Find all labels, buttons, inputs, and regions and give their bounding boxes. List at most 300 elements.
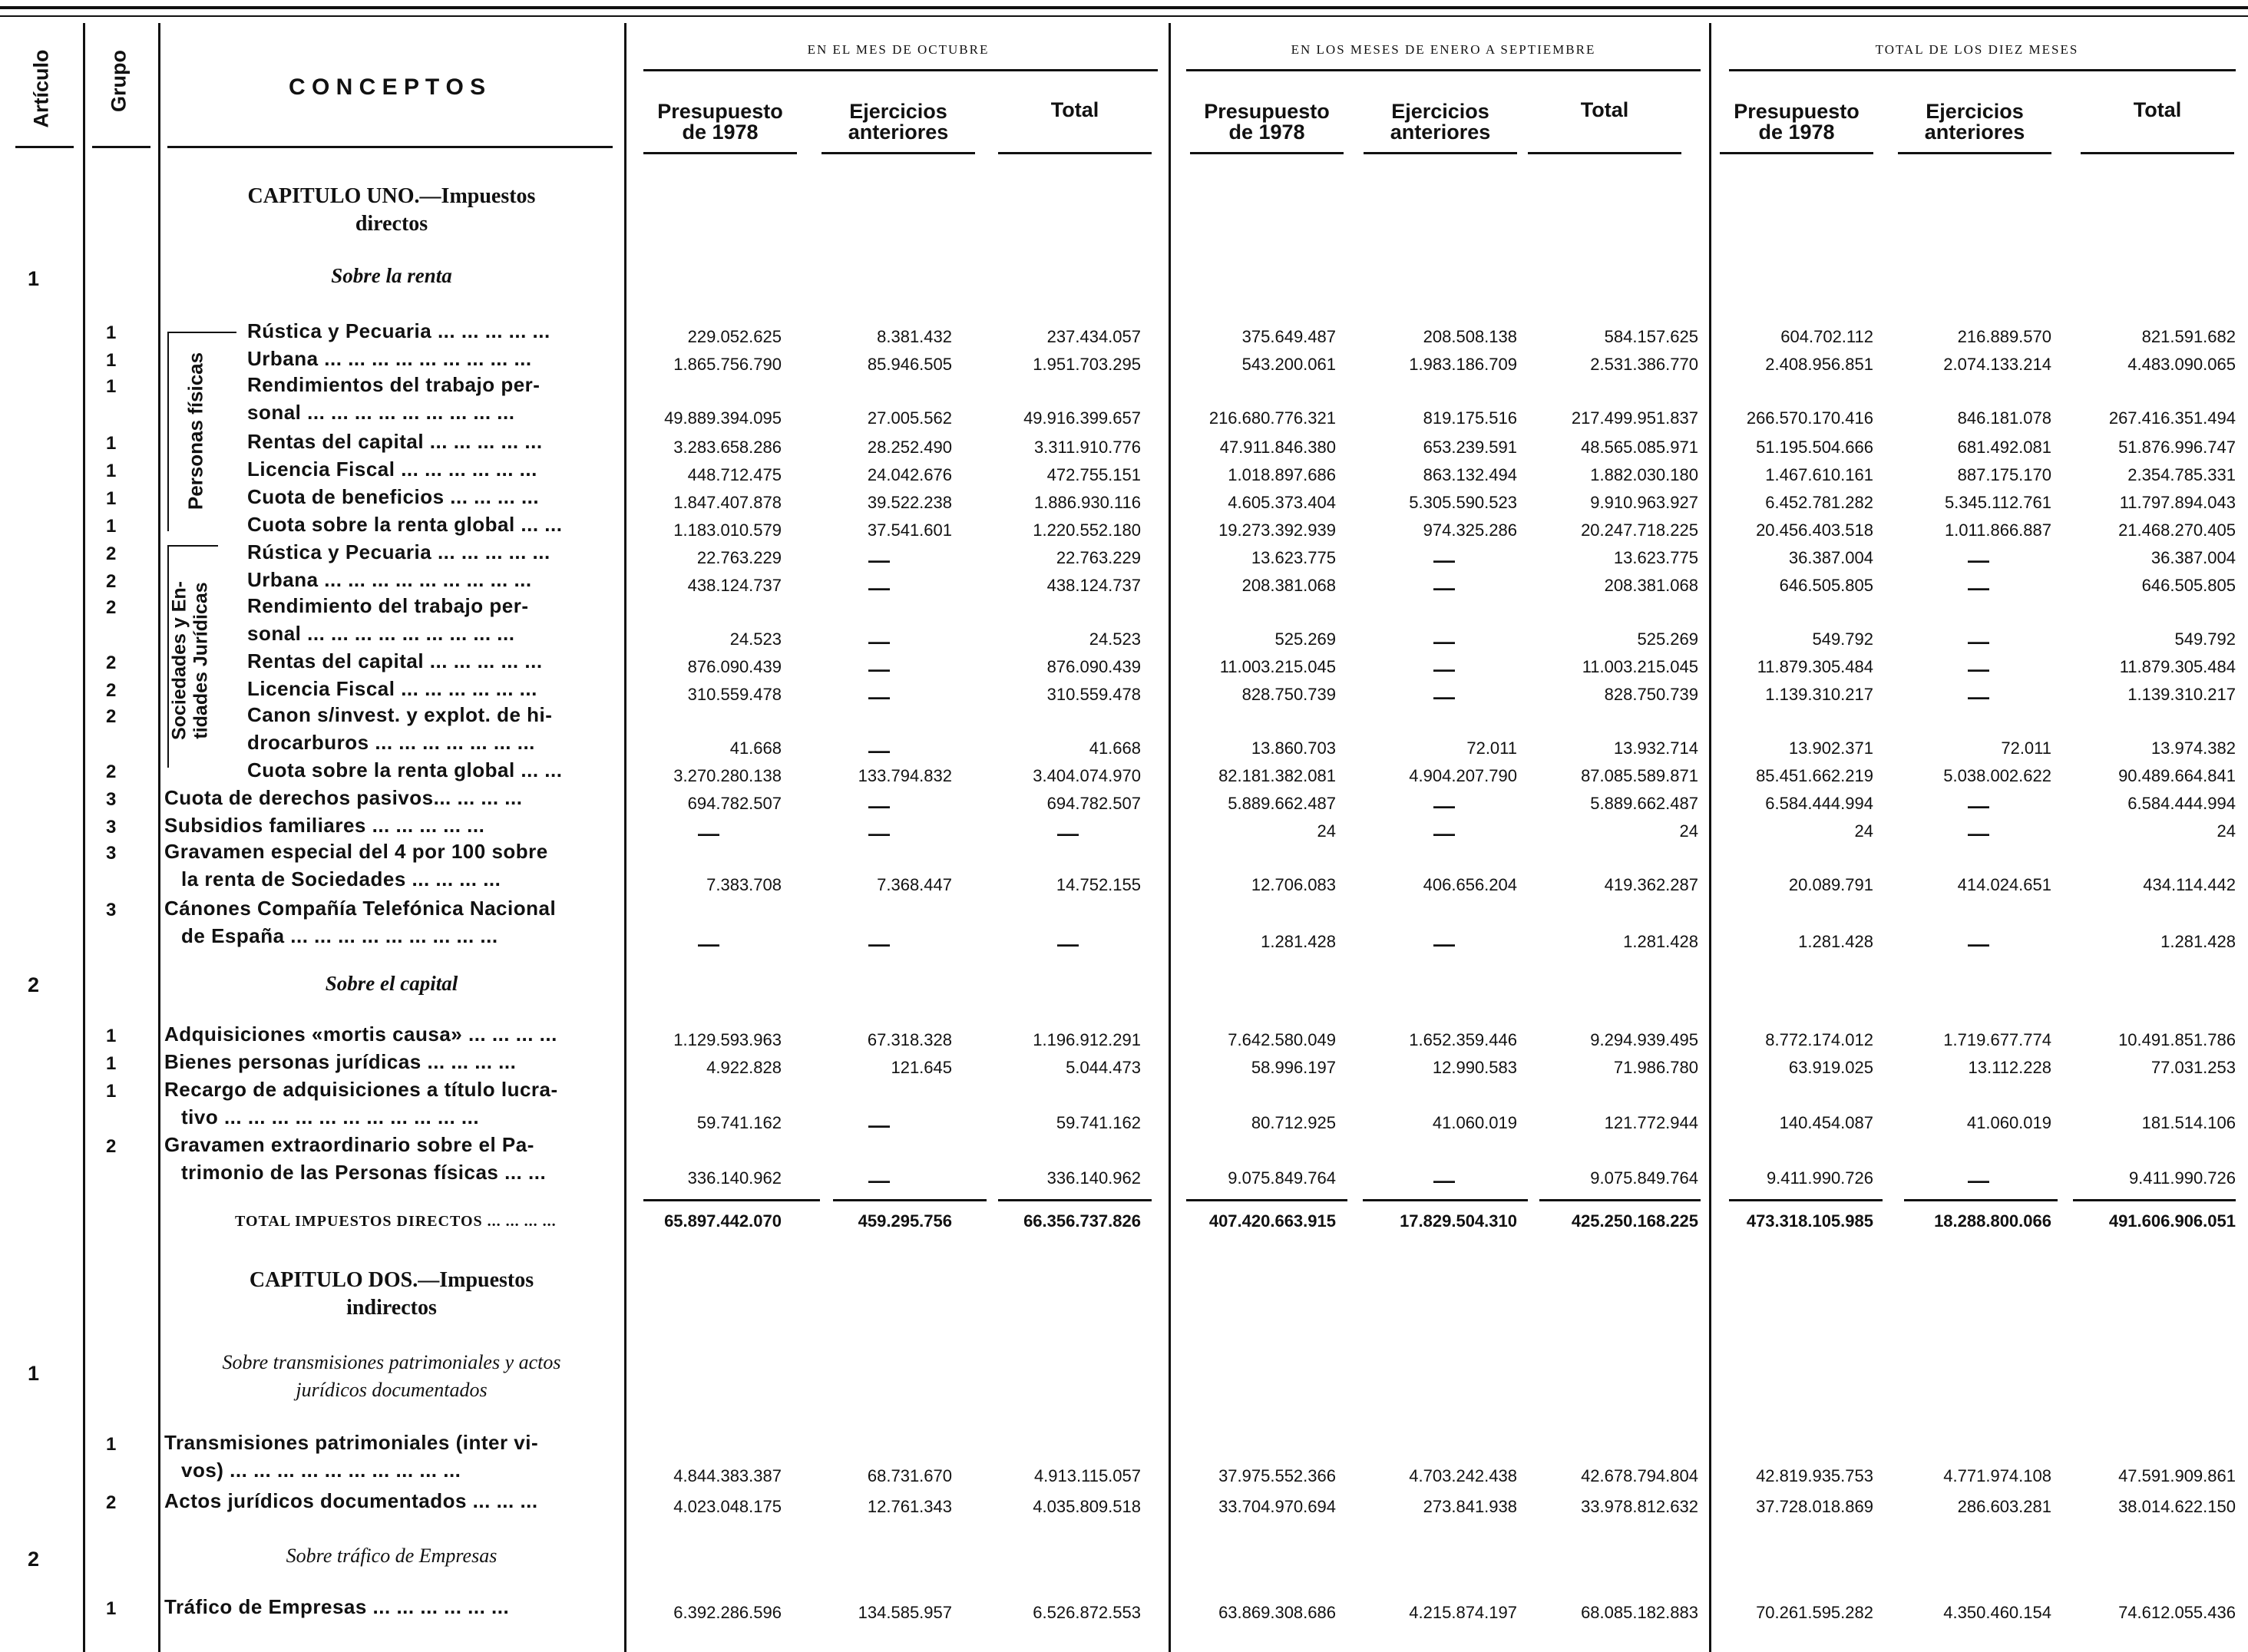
concept-label: Rústica y Pecuaria ... ... ... ... ... (247, 540, 550, 563)
value-cell: 1.220.552.180 (1033, 520, 1141, 540)
value-cell: 21.468.270.405 (2118, 520, 2236, 540)
group-number: 1 (106, 1053, 117, 1074)
articulo-header: Artículo (29, 49, 53, 128)
value-cell: 7.383.708 (706, 875, 782, 894)
value-cell: 653.239.591 (1423, 438, 1517, 457)
value-cell: 87.085.589.871 (1581, 766, 1698, 785)
group-number: 1 (106, 433, 117, 454)
total-value-cell: 473.318.105.985 (1746, 1211, 1873, 1231)
concept-label: Subsidios familiares ... ... ... ... ... (164, 814, 485, 837)
value-cell: 1.129.593.963 (673, 1030, 782, 1049)
column-header-rule (643, 152, 797, 154)
value-cell: 6.584.444.994 (2127, 794, 2236, 813)
value-cell: — (1057, 932, 1079, 956)
value-cell: 310.559.478 (1046, 685, 1141, 704)
value-cell: 51.876.996.747 (2118, 438, 2236, 457)
top-rule-2 (0, 15, 2248, 17)
value-cell: — (868, 685, 890, 709)
group-number: 1 (106, 1434, 117, 1455)
concept-label: la renta de Sociedades ... ... ... ... (181, 867, 501, 890)
col-divider (624, 23, 626, 1652)
value-cell: 72.011 (1466, 738, 1517, 758)
value-cell: 974.325.286 (1423, 520, 1517, 540)
value-cell: 37.541.601 (867, 520, 952, 540)
value-cell: 33.704.970.694 (1218, 1497, 1336, 1516)
value-cell: 828.750.739 (1241, 685, 1336, 704)
concept-label: sonal ... ... ... ... ... ... ... ... ... (247, 401, 515, 424)
value-cell: 414.024.651 (1957, 875, 2051, 894)
concept-label: Licencia Fiscal ... ... ... ... ... ... (247, 458, 537, 481)
value-cell: 1.183.010.579 (673, 520, 782, 540)
value-cell: 72.011 (2001, 738, 2051, 758)
article-number: 2 (28, 1548, 40, 1571)
chapter-two-line1: CAPITULO DOS.—Impuestos (249, 1268, 534, 1292)
value-cell: 85.451.662.219 (1756, 766, 1873, 785)
chapter-one-title (177, 183, 607, 238)
value-cell: 9.910.963.927 (1590, 493, 1698, 512)
value-cell: 2.408.956.851 (1765, 355, 1873, 374)
value-cell: 1.652.359.446 (1409, 1030, 1517, 1049)
value-cell: 217.499.951.837 (1571, 408, 1698, 428)
value-cell: — (868, 794, 890, 818)
column-header-rule (1720, 152, 1873, 154)
bracket-rule (167, 332, 169, 531)
column-header-ejercicios: Ejercicios anteriores (848, 100, 949, 144)
value-cell: 2.531.386.770 (1590, 355, 1698, 374)
total-rule (1729, 1199, 1883, 1201)
value-cell: 1.467.610.161 (1765, 465, 1873, 484)
value-cell: 59.741.162 (696, 1113, 782, 1132)
value-cell: 887.175.170 (1957, 465, 2051, 484)
value-cell: 9.075.849.764 (1228, 1168, 1336, 1188)
concept-label: Rentas del capital ... ... ... ... ... (247, 430, 543, 453)
value-cell: 82.181.382.081 (1218, 766, 1336, 785)
value-cell: 229.052.625 (687, 327, 782, 346)
total-rule (1363, 1199, 1528, 1201)
concept-label: Transmisiones patrimoniales (inter vi- (164, 1431, 539, 1454)
value-cell: 42.678.794.804 (1581, 1466, 1698, 1485)
value-cell: 11.879.305.484 (2119, 657, 2236, 676)
value-cell: 59.741.162 (1056, 1113, 1141, 1132)
value-cell: 85.946.505 (867, 355, 952, 374)
value-cell: — (868, 738, 890, 762)
group-number: 2 (106, 571, 117, 592)
group-rule (1186, 69, 1701, 71)
group-number: 1 (106, 461, 117, 481)
concept-label: Rentas del capital ... ... ... ... ... (247, 649, 543, 672)
concept-label: vos) ... ... ... ... ... ... ... ... ... ... (181, 1459, 461, 1482)
value-cell: 4.215.874.197 (1409, 1603, 1517, 1622)
value-cell: 3.283.658.286 (673, 438, 782, 457)
value-cell: 47.591.909.861 (2118, 1466, 2236, 1485)
concept-label: Cuota de derechos pasivos... ... ... ... (164, 786, 523, 809)
value-cell: 1.719.677.774 (1943, 1030, 2051, 1049)
value-cell: 10.491.851.786 (2118, 1030, 2236, 1049)
value-cell: 38.014.622.150 (2118, 1497, 2236, 1516)
value-cell: 4.605.373.404 (1228, 493, 1336, 512)
value-cell: 37.728.018.869 (1756, 1497, 1873, 1516)
grupo-header: Grupo (107, 50, 131, 112)
column-header-total: Total (2133, 98, 2182, 121)
value-cell: 434.114.442 (2143, 875, 2236, 894)
value-cell: 1.847.407.878 (673, 493, 782, 512)
value-cell: 5.305.590.523 (1409, 493, 1517, 512)
value-cell: 51.195.504.666 (1756, 438, 1873, 457)
value-cell: 22.763.229 (1056, 548, 1141, 567)
value-cell: 49.916.399.657 (1023, 408, 1141, 428)
concept-label: Cuota de beneficios ... ... ... ... (247, 485, 540, 508)
total-rule (998, 1199, 1152, 1201)
value-cell: 7.368.447 (877, 875, 952, 894)
concept-label: Urbana ... ... ... ... ... ... ... ... ... (247, 568, 532, 591)
value-cell: 41.668 (729, 738, 782, 758)
value-cell: 181.514.106 (2141, 1113, 2236, 1132)
value-cell: 71.986.780 (1613, 1058, 1698, 1077)
value-cell: 448.712.475 (687, 465, 782, 484)
group-rule (643, 69, 1158, 71)
value-cell: — (1968, 548, 1989, 572)
value-cell: — (868, 1113, 890, 1137)
group-rule (1729, 69, 2236, 71)
value-cell: 4.922.828 (706, 1058, 782, 1077)
value-cell: 819.175.516 (1423, 408, 1517, 428)
value-cell: 49.889.394.095 (664, 408, 782, 428)
value-cell: 2.074.133.214 (1943, 355, 2051, 374)
value-cell: 1.011.866.887 (1944, 520, 2051, 540)
column-header-presupuesto: Presupuesto de 1978 (657, 100, 783, 144)
value-cell: 68.085.182.883 (1581, 1603, 1698, 1622)
value-cell: 12.990.583 (1432, 1058, 1517, 1077)
value-cell: 694.782.507 (1046, 794, 1141, 813)
value-cell: 216.889.570 (1957, 327, 2051, 346)
value-cell: — (868, 657, 890, 681)
bracket-rule (167, 332, 236, 333)
value-cell: 4.904.207.790 (1409, 766, 1517, 785)
header-rule (92, 146, 150, 148)
value-cell: 63.869.308.686 (1218, 1603, 1336, 1622)
value-cell: 13.974.382 (2150, 738, 2236, 758)
value-cell: 13.860.703 (1251, 738, 1336, 758)
value-cell: 208.508.138 (1423, 327, 1517, 346)
value-cell: 24.042.676 (867, 465, 952, 484)
concept-label: de España ... ... ... ... ... ... ... ... ... (181, 924, 498, 947)
header-rule (167, 146, 613, 148)
value-cell: — (868, 548, 890, 572)
value-cell: 68.731.670 (867, 1466, 952, 1485)
total-rule (1186, 1199, 1347, 1201)
value-cell: 1.983.186.709 (1409, 355, 1517, 374)
value-cell: — (1968, 932, 1989, 956)
bracket-rule (167, 545, 218, 547)
value-cell: 5.044.473 (1066, 1058, 1141, 1077)
value-cell: 4.913.115.057 (1033, 1466, 1141, 1485)
value-cell: 24 (1317, 821, 1336, 841)
value-cell: 3.311.910.776 (1033, 438, 1141, 457)
value-cell: 12.761.343 (867, 1497, 952, 1516)
group-number: 2 (106, 706, 117, 727)
value-cell: 1.139.310.217 (2127, 685, 2236, 704)
value-cell: 9.294.939.495 (1590, 1030, 1698, 1049)
value-cell: — (1433, 685, 1455, 709)
total-rule (643, 1199, 820, 1201)
value-cell: 41.060.019 (1966, 1113, 2051, 1132)
value-cell: — (1968, 629, 1989, 653)
value-cell: — (1968, 657, 1989, 681)
value-cell: 13.623.775 (1251, 548, 1336, 567)
value-cell: 11.797.894.043 (2119, 493, 2236, 512)
value-cell: 1.281.428 (2160, 932, 2236, 951)
value-cell: — (1968, 685, 1989, 709)
value-cell: — (868, 576, 890, 600)
column-header-ejercicios: Ejercicios anteriores (1390, 100, 1491, 144)
value-cell: 9.075.849.764 (1590, 1168, 1698, 1188)
value-cell: 12.706.083 (1251, 875, 1336, 894)
value-cell: 604.702.112 (1780, 327, 1873, 346)
concept-label: Rústica y Pecuaria ... ... ... ... ... (247, 319, 550, 342)
concept-label: Tráfico de Empresas ... ... ... ... ... ... (164, 1595, 510, 1618)
value-cell: 11.879.305.484 (1757, 657, 1873, 676)
value-cell: 1.196.912.291 (1033, 1030, 1141, 1049)
group-number: 2 (106, 544, 117, 564)
value-cell: 80.712.925 (1251, 1113, 1336, 1132)
value-cell: — (1433, 548, 1455, 572)
value-cell: 13.623.775 (1613, 548, 1698, 567)
value-cell: 8.381.432 (877, 327, 952, 346)
value-cell: 19.273.392.939 (1218, 520, 1336, 540)
value-cell: 310.559.478 (687, 685, 782, 704)
value-cell: 39.522.238 (867, 493, 952, 512)
value-cell: 646.505.805 (2141, 576, 2236, 595)
article-number: 1 (28, 267, 40, 290)
value-cell: 77.031.253 (2150, 1058, 2236, 1077)
value-cell: 24 (1854, 821, 1873, 841)
concept-label: Recargo de adquisiciones a título lucra- (164, 1078, 558, 1101)
value-cell: 5.889.662.487 (1228, 794, 1336, 813)
column-header-rule (1898, 152, 2051, 154)
value-cell: 525.269 (1274, 629, 1336, 649)
article-number: 1 (28, 1362, 40, 1385)
value-cell: 24 (1679, 821, 1698, 841)
value-cell: — (1968, 794, 1989, 818)
total-value-cell: 18.288.800.066 (1934, 1211, 2051, 1231)
value-cell: 1.139.310.217 (1765, 685, 1873, 704)
value-cell: 208.381.068 (1604, 576, 1698, 595)
value-cell: — (868, 1168, 890, 1192)
value-cell: 828.750.739 (1604, 685, 1698, 704)
value-cell: 286.603.281 (1957, 1497, 2051, 1516)
value-cell: — (698, 932, 719, 956)
concept-label: tivo ... ... ... ... ... ... ... ... ... ... ... (181, 1105, 480, 1128)
chapter-two-title (177, 1267, 607, 1322)
value-cell: 121.645 (891, 1058, 952, 1077)
value-cell: 90.489.664.841 (2118, 766, 2236, 785)
value-cell: 2.354.785.331 (2127, 465, 2236, 484)
value-cell: 70.261.595.282 (1756, 1603, 1873, 1622)
value-cell: 48.565.085.971 (1581, 438, 1698, 457)
section-transmisiones-1: Sobre transmisiones patrimoniales y actos (222, 1351, 561, 1373)
concept-label: Cuota sobre la renta global ... ... (247, 758, 563, 781)
value-cell: 11.003.215.045 (1219, 657, 1336, 676)
value-cell: 876.090.439 (1046, 657, 1141, 676)
value-cell: 846.181.078 (1957, 408, 2051, 428)
value-cell: 216.680.776.321 (1208, 408, 1336, 428)
total-value-cell: 407.420.663.915 (1208, 1211, 1336, 1231)
value-cell: 9.411.990.726 (1766, 1168, 1873, 1188)
total-directos-label: TOTAL IMPUESTOS DIRECTOS ... ... ... ... (235, 1213, 557, 1230)
value-cell: 876.090.439 (687, 657, 782, 676)
value-cell: 1.281.428 (1261, 932, 1336, 951)
value-cell: 24.523 (1089, 629, 1141, 649)
value-cell: 863.132.494 (1423, 465, 1517, 484)
value-cell: 266.570.170.416 (1746, 408, 1873, 428)
value-cell: 13.902.371 (1788, 738, 1873, 758)
group-number: 3 (106, 900, 117, 920)
chapter-two-line2: indirectos (346, 1296, 437, 1320)
value-cell: 133.794.832 (858, 766, 952, 785)
value-cell: 8.772.174.012 (1765, 1030, 1873, 1049)
total-value-cell: 459.295.756 (858, 1211, 952, 1231)
group-number: 2 (106, 653, 117, 673)
value-cell: — (1433, 629, 1455, 653)
value-cell: 1.951.703.295 (1033, 355, 1141, 374)
value-cell: 406.656.204 (1423, 875, 1517, 894)
value-cell: 5.889.662.487 (1590, 794, 1698, 813)
value-cell: 694.782.507 (687, 794, 782, 813)
value-cell: 438.124.737 (687, 576, 782, 595)
value-cell: 821.591.682 (2141, 327, 2236, 346)
column-header-rule (998, 152, 1152, 154)
total-value-cell: 66.356.737.826 (1023, 1211, 1141, 1231)
section-transmisiones-2: jurídicos documentados (296, 1379, 488, 1401)
value-cell: 1.281.428 (1623, 932, 1698, 951)
article-number: 2 (28, 973, 40, 996)
value-cell: 1.281.428 (1798, 932, 1873, 951)
value-cell: 20.089.791 (1788, 875, 1873, 894)
value-cell: 41.060.019 (1432, 1113, 1517, 1132)
value-cell: 121.772.944 (1604, 1113, 1698, 1132)
value-cell: 438.124.737 (1046, 576, 1141, 595)
value-cell: — (1433, 1168, 1455, 1192)
value-cell: 9.411.990.726 (2128, 1168, 2236, 1188)
section-capital: Sobre el capital (325, 972, 458, 995)
concept-label: Actos jurídicos documentados ... ... ... (164, 1489, 538, 1512)
group-header-jan-sep: EN LOS MESES DE ENERO A SEPTIEMBRE (1291, 42, 1596, 57)
value-cell: 4.844.383.387 (673, 1466, 782, 1485)
column-header-rule (1190, 152, 1344, 154)
concept-label: Cuota sobre la renta global ... ... (247, 513, 563, 536)
value-cell: 41.668 (1089, 738, 1141, 758)
value-cell: 4.023.048.175 (673, 1497, 782, 1516)
chapter-one-line1: CAPITULO UNO.—Impuestos (247, 184, 536, 208)
total-rule (1904, 1199, 2058, 1201)
value-cell: 1.886.930.116 (1033, 493, 1141, 512)
value-cell: 140.454.087 (1779, 1113, 1873, 1132)
group-number: 3 (106, 817, 117, 838)
section-renta: Sobre la renta (331, 264, 452, 287)
value-cell: 6.526.872.553 (1033, 1603, 1141, 1622)
value-cell: 24.523 (729, 629, 782, 649)
value-cell: 4.350.460.154 (1943, 1603, 2051, 1622)
value-cell: 646.505.805 (1779, 576, 1873, 595)
col-divider (83, 23, 85, 1652)
side-label-sociedades-1: Sociedades y En- (168, 580, 190, 741)
value-cell: 4.483.090.065 (2127, 355, 2236, 374)
total-rule (833, 1199, 987, 1201)
value-cell: — (1433, 794, 1455, 818)
value-cell: 13.932.714 (1613, 738, 1698, 758)
concept-label: Rendimientos del trabajo per- (247, 373, 541, 396)
value-cell: 525.269 (1637, 629, 1698, 649)
value-cell: 3.270.280.138 (673, 766, 782, 785)
column-header-presupuesto: Presupuesto de 1978 (1204, 100, 1330, 144)
section-trafico: Sobre tráfico de Empresas (286, 1545, 498, 1567)
group-number: 2 (106, 597, 117, 618)
group-number: 1 (106, 376, 117, 397)
value-cell: 42.819.935.753 (1756, 1466, 1873, 1485)
total-rule (2073, 1199, 2236, 1201)
side-label-sociedades-2: tidades Jurídicas (190, 582, 212, 739)
value-cell: — (868, 932, 890, 956)
value-cell: 47.911.846.380 (1219, 438, 1336, 457)
total-value-cell: 491.606.906.051 (2108, 1211, 2236, 1231)
group-number: 2 (106, 1492, 117, 1513)
value-cell: — (868, 821, 890, 845)
chapter-one-line2: directos (355, 212, 428, 236)
top-rule (0, 6, 2248, 9)
col-divider (158, 23, 160, 1652)
group-header-october: EN EL MES DE OCTUBRE (807, 42, 990, 57)
concept-label: Cánones Compañía Telefónica Nacional (164, 897, 557, 920)
concept-label: Rendimiento del trabajo per- (247, 594, 529, 617)
value-cell: — (1968, 1168, 1989, 1192)
concept-label: Gravamen extraordinario sobre el Pa- (164, 1133, 534, 1156)
value-cell: 549.792 (2174, 629, 2236, 649)
concept-label: Adquisiciones «mortis causa» ... ... ... ... (164, 1023, 557, 1046)
value-cell: 4.771.974.108 (1943, 1466, 2051, 1485)
total-value-cell: 65.897.442.070 (664, 1211, 782, 1231)
value-cell: 419.362.287 (1604, 875, 1698, 894)
value-cell: 3.404.074.970 (1033, 766, 1141, 785)
column-header-rule (1528, 152, 1681, 154)
value-cell: 681.492.081 (1957, 438, 2051, 457)
value-cell: — (868, 629, 890, 653)
value-cell: 36.387.004 (2150, 548, 2236, 567)
value-cell: 273.841.938 (1423, 1497, 1517, 1516)
column-header-total: Total (1050, 98, 1099, 121)
value-cell: 267.416.351.494 (2108, 408, 2236, 428)
group-number: 2 (106, 1136, 117, 1157)
value-cell: 208.381.068 (1241, 576, 1336, 595)
value-cell: 584.157.625 (1604, 327, 1698, 346)
value-cell: 58.996.197 (1251, 1058, 1336, 1077)
value-cell: 22.763.229 (696, 548, 782, 567)
value-cell: 36.387.004 (1788, 548, 1873, 567)
group-number: 1 (106, 516, 117, 537)
value-cell: 74.612.055.436 (2118, 1603, 2236, 1622)
value-cell: 7.642.580.049 (1228, 1030, 1336, 1049)
group-number: 2 (106, 762, 117, 782)
value-cell: 1.018.897.686 (1228, 465, 1336, 484)
value-cell: — (1433, 576, 1455, 600)
value-cell: 24 (2217, 821, 2236, 841)
concept-label: Bienes personas jurídicas ... ... ... ... (164, 1050, 517, 1073)
value-cell: — (1968, 576, 1989, 600)
value-cell: 543.200.061 (1241, 355, 1336, 374)
concept-label: Gravamen especial del 4 por 100 sobre (164, 840, 548, 863)
value-cell: 28.252.490 (867, 438, 952, 457)
value-cell: 549.792 (1812, 629, 1873, 649)
total-value-cell: 425.250.168.225 (1571, 1211, 1698, 1231)
